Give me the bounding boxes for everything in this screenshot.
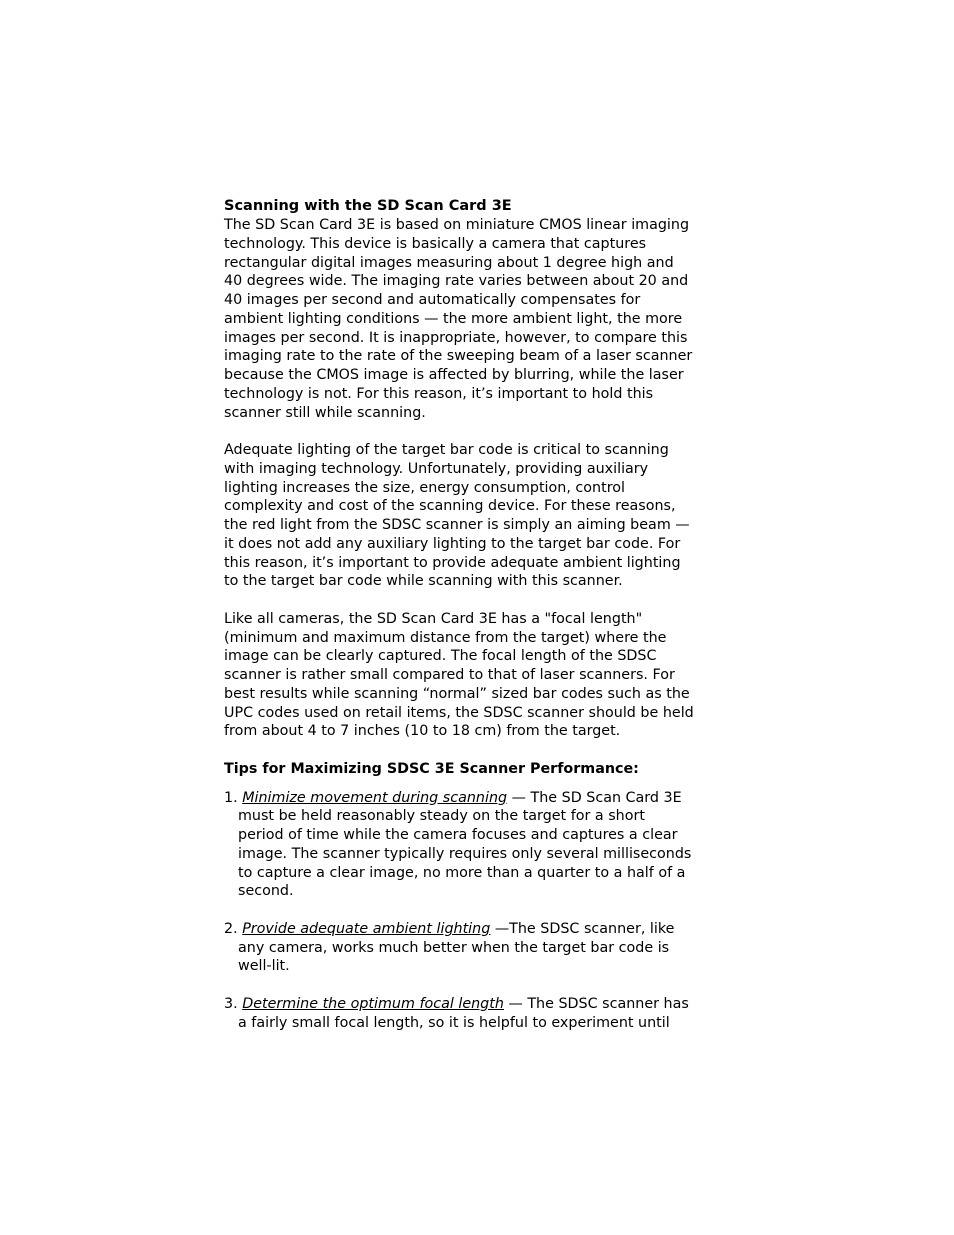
tip-text: — The SD Scan Card 3E <box>507 789 682 806</box>
tip-text: — The SDSC scanner has <box>503 995 689 1012</box>
paragraph-line: image can be clearly captured. The focal length of the SDSC <box>224 648 657 665</box>
tip-line: to capture a clear image, no more than a quarter to a half of a <box>238 864 686 881</box>
tip-line: well-lit. <box>238 958 290 975</box>
paragraph-focal-length <box>224 610 706 741</box>
tip-title: Determine the optimum focal length <box>242 995 504 1012</box>
paragraph-line: it does not add any auxiliary lighting to the target bar code. For <box>224 535 681 552</box>
paragraph-line: (minimum and maximum distance from the target) where the <box>224 629 667 646</box>
paragraph-imaging-technology <box>224 216 706 422</box>
paragraph-line: ambient lighting conditions — the more ambient light, the more <box>224 310 683 327</box>
tip-text: —The SDSC scanner, like <box>490 920 675 937</box>
tip-line: image. The scanner typically requires only several milliseconds <box>238 845 692 862</box>
tip-number: 2. <box>224 920 243 937</box>
paragraph-line: with imaging technology. Unfortunately, providing auxiliary <box>224 460 649 477</box>
paragraph-line: technology. This device is basically a camera that captures <box>224 235 647 252</box>
section-heading: Scanning with the SD Scan Card 3E <box>224 198 512 214</box>
paragraph-line: lighting increases the size, energy consumption, control <box>224 479 625 496</box>
tips-heading: Tips for Maximizing SDSC 3E Scanner Performance: <box>224 760 639 777</box>
paragraph-line: best results while scanning “normal” sized bar codes such as the <box>224 685 690 702</box>
tip-item-1 <box>224 789 706 902</box>
tip-line: a fairly small focal length, so it is helpful to experiment until <box>238 1014 670 1031</box>
tip-first-line <box>224 789 706 808</box>
tip-title: Provide adequate ambient lighting <box>242 920 491 937</box>
paragraph-line: technology is not. For this reason, it’s important to hold this <box>224 385 654 402</box>
tips-spacer <box>224 779 706 789</box>
tip-line: period of time while the camera focuses and captures a clear <box>238 827 678 843</box>
paragraph-line: Adequate lighting of the target bar code is critical to scanning <box>224 442 669 458</box>
tip-item-3 <box>224 995 706 1033</box>
paragraph-line: this reason, it’s important to provide adequate ambient lighting <box>224 554 681 571</box>
paragraph-line: the red light from the SDSC scanner is simply an aiming beam — <box>224 517 690 533</box>
tip-item-2 <box>224 920 706 976</box>
tip-line: any camera, works much better when the target bar code is <box>238 939 670 956</box>
paragraph-line: 40 images per second and automatically compensates for <box>224 292 641 308</box>
tip-title: Minimize movement during scanning <box>242 789 508 806</box>
tip-number: 1. <box>224 789 243 806</box>
paragraph-line: complexity and cost of the scanning device. For these reasons, <box>224 498 676 515</box>
paragraph-line: UPC codes used on retail items, the SDSC scanner should be held <box>224 704 694 721</box>
paragraph-line: scanner still while scanning. <box>224 404 426 421</box>
tip-first-line <box>224 920 706 939</box>
paragraph-line: images per second. It is inappropriate, however, to compare this <box>224 329 688 346</box>
tip-first-line <box>224 995 706 1014</box>
paragraph-line: rectangular digital images measuring about 1 degree high and <box>224 254 674 271</box>
paragraph-line: 40 degrees wide. The imaging rate varies between about 20 and <box>224 273 689 290</box>
paragraph-lighting <box>224 441 706 591</box>
paragraph-line: to the target bar code while scanning with this scanner. <box>224 573 623 590</box>
paragraph-line: The SD Scan Card 3E is based on miniature CMOS linear imaging <box>224 217 690 233</box>
tip-number: 3. <box>224 995 243 1012</box>
paragraph-line: imaging rate to the rate of the sweeping beam of a laser scanner <box>224 348 693 365</box>
page-content <box>224 196 706 1032</box>
tip-line: second. <box>238 883 294 900</box>
tip-spacer <box>224 901 706 920</box>
paragraph-spacer <box>224 422 706 441</box>
paragraph-spacer <box>224 591 706 610</box>
paragraph-line: Like all cameras, the SD Scan Card 3E has a "focal length" <box>224 610 643 627</box>
paragraph-line: from about 4 to 7 inches (10 to 18 cm) from the target. <box>224 723 621 740</box>
paragraph-line: scanner is rather small compared to that of laser scanners. For <box>224 667 675 683</box>
tip-line: must be held reasonably steady on the target for a short <box>238 808 645 825</box>
paragraph-line: because the CMOS image is affected by blurring, while the laser <box>224 367 684 383</box>
tip-spacer <box>224 976 706 995</box>
paragraph-spacer <box>224 741 706 760</box>
